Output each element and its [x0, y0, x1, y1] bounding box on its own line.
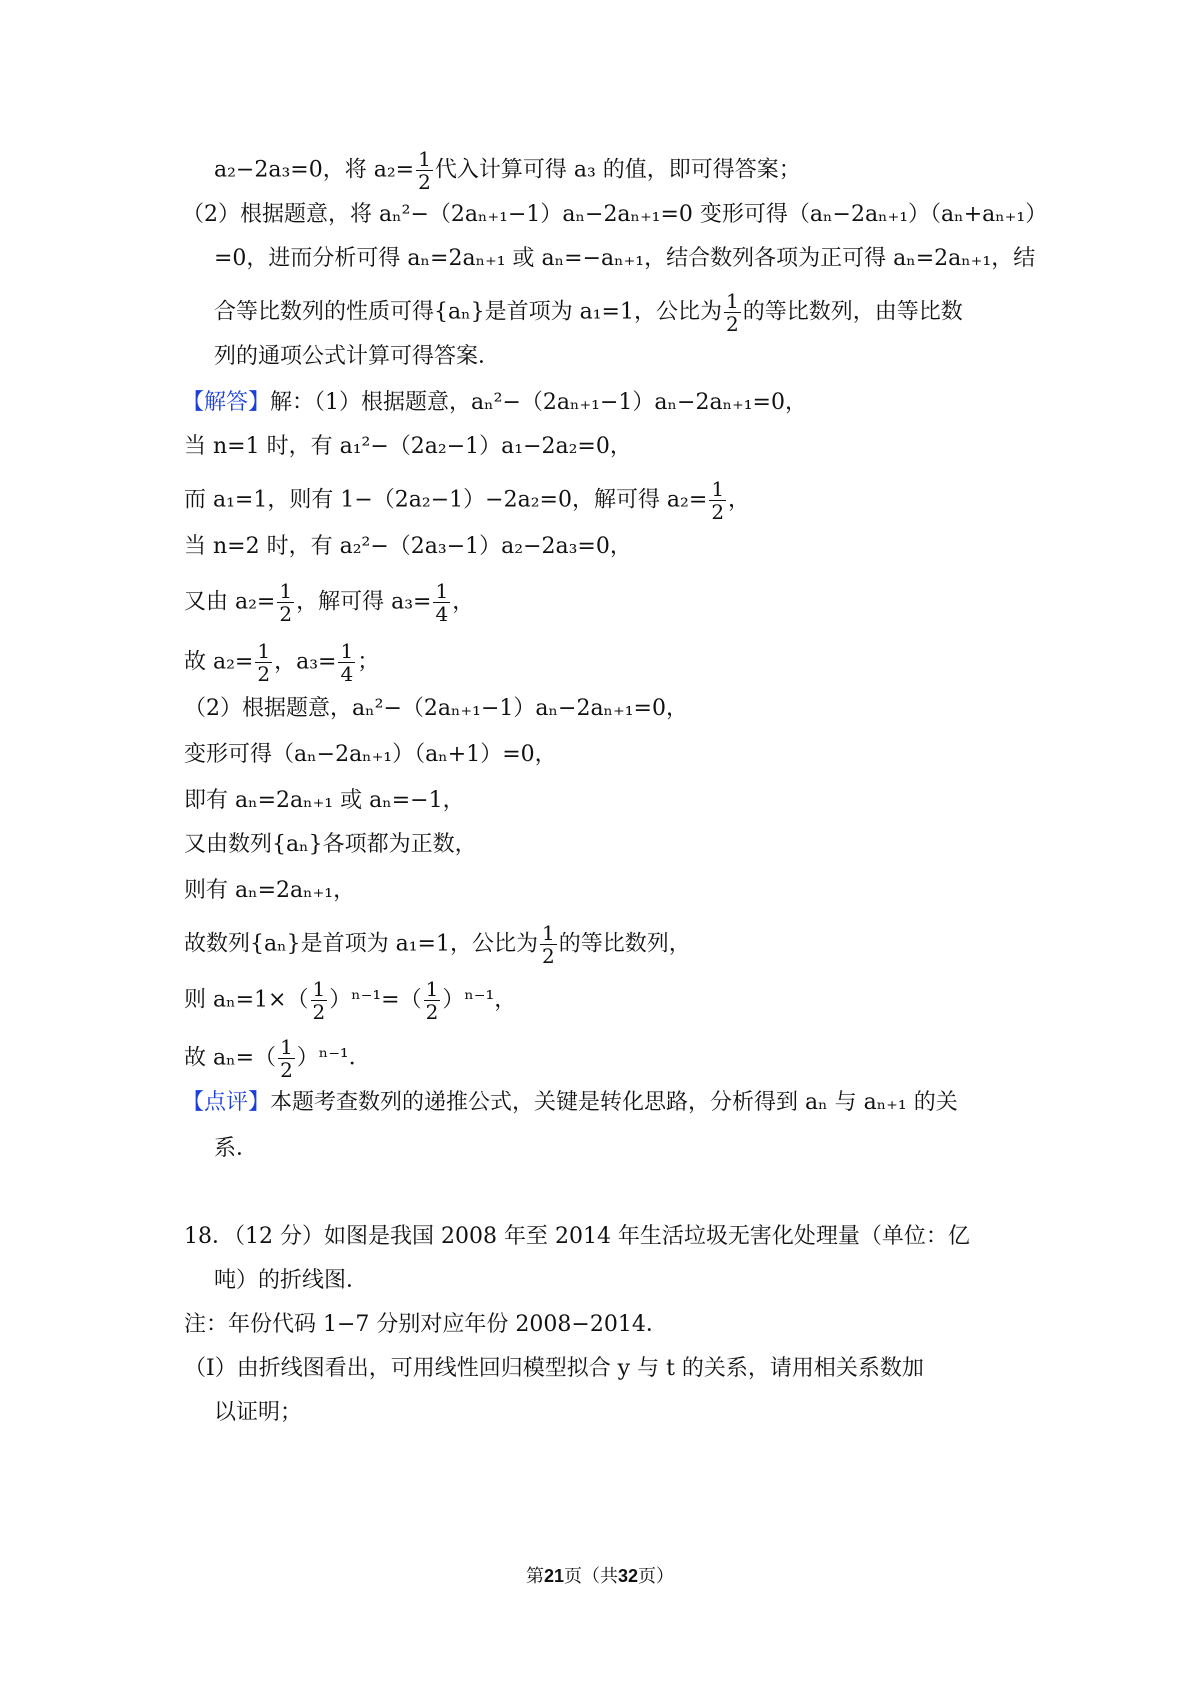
fraction-one-half: $\frac{1}{2}$	[711, 477, 725, 524]
answer-text: 又由 a₂=	[184, 589, 276, 615]
fraction-one-half: $\frac{1}{2}$	[312, 977, 326, 1024]
answer-text: ，解可得 a₃=	[296, 589, 432, 615]
answer-line-3	[184, 478, 750, 523]
answer-line-6	[184, 640, 379, 685]
footer-text: 第	[525, 1566, 544, 1587]
comment-tag: 【点评】	[182, 1090, 271, 1115]
problem-18-line-5: 以证明；	[214, 1400, 303, 1425]
answer-line-8: 变形可得（aₙ−2aₙ₊₁）（aₙ+1）=0，	[184, 742, 557, 767]
problem-18-line-2: 吨）的折线图．	[214, 1268, 369, 1293]
answer-line-10: 又由数列{aₙ}各项都为正数，	[184, 832, 477, 857]
answer-line-12	[184, 922, 691, 967]
fraction-one-quarter: $\frac{1}{4}$	[340, 639, 354, 686]
answer-text: ，	[452, 589, 475, 615]
fraction-one-half: $\frac{1}{2}$	[280, 1035, 293, 1082]
comment-line-1	[182, 1088, 958, 1118]
answer-line-14	[184, 1036, 371, 1081]
fraction-one-half: $\frac{1}{2}$	[279, 579, 293, 626]
hint-text: 的等比数列，由等比数	[742, 299, 963, 325]
problem-18-line-3: 注：年份代码 1−7 分别对应年份 2008−2014．	[184, 1312, 668, 1337]
answer-text: ）ⁿ⁻¹，	[442, 987, 517, 1013]
hint-line-4	[214, 290, 963, 335]
fraction-one-half: $\frac{1}{2}$	[726, 289, 739, 336]
answer-text: 则 aₙ=1×（	[184, 987, 309, 1013]
answer-tag: 【解答】	[182, 390, 271, 415]
fraction-one-half: $\frac{1}{2}$	[542, 921, 555, 968]
hint-line-1	[214, 148, 801, 193]
answer-line-9: 即有 aₙ=2aₙ₊₁ 或 aₙ=−1，	[184, 788, 465, 813]
hint-text: 合等比数列的性质可得{aₙ}是首项为 a₁=1，公比为	[214, 299, 722, 325]
answer-text: 故数列{aₙ}是首项为 a₁=1，公比为	[184, 931, 538, 957]
footer-text: 页）	[638, 1566, 675, 1587]
answer-text: 故 a₂=	[184, 649, 254, 675]
hint-text: 代入计算可得 a₃ 的值，即可得答案；	[434, 157, 801, 183]
problem-18-line-1: 18．（12 分）如图是我国 2008 年至 2014 年生活垃圾无害化处理量（单位：亿	[184, 1224, 970, 1249]
fraction-one-half: $\frac{1}{2}$	[425, 977, 439, 1024]
answer-line-2: 当 n=1 时，有 a₁²−（2a₂−1）a₁−2a₂=0，	[184, 434, 632, 459]
answer-text: ）ⁿ⁻¹．	[296, 1045, 371, 1071]
fraction-one-quarter: $\frac{1}{4}$	[435, 579, 449, 626]
page-total: 32	[618, 1566, 639, 1586]
hint-text: a₂−2a₃=0，将 a₂=	[214, 157, 415, 183]
answer-text: 而 a₁=1，则有 1−（2a₂−1）−2a₂=0，解可得 a₂=	[184, 487, 708, 513]
answer-line-7: （2）根据题意，aₙ²−（2aₙ₊₁−1）aₙ−2aₙ₊₁=0，	[184, 696, 688, 721]
hint-line-3: =0，进而分析可得 aₙ=2aₙ₊₁ 或 aₙ=−aₙ₊₁，结合数列各项为正可得 aₙ=2aₙ₊₁，结	[214, 246, 1036, 271]
comment-text: 本题考查数列的递推公式，关键是转化思路，分析得到 aₙ 与 aₙ₊₁ 的关	[270, 1090, 958, 1115]
answer-text: 故 aₙ=（	[184, 1045, 277, 1071]
answer-text: ；	[357, 649, 380, 675]
page-number: 21	[543, 1566, 564, 1586]
hint-line-2: （2）根据题意，将 aₙ²−（2aₙ₊₁−1）aₙ−2aₙ₊₁=0 变形可得（aₙ−2aₙ₊₁）（aₙ+aₙ₊₁）	[182, 202, 1048, 227]
fraction-one-half: $\frac{1}{2}$	[418, 147, 431, 194]
answer-line-11: 则有 aₙ=2aₙ₊₁，	[184, 878, 356, 903]
problem-18-line-4: （Ⅰ）由折线图看出，可用线性回归模型拟合 y 与 t 的关系，请用相关系数加	[184, 1356, 924, 1381]
answer-text: 的等比数列，	[558, 931, 691, 957]
answer-text: ）ⁿ⁻¹=（	[329, 987, 422, 1013]
answer-text: 解：（1）根据题意，aₙ²−（2aₙ₊₁−1）aₙ−2aₙ₊₁=0，	[270, 390, 807, 415]
answer-text: ，	[728, 487, 751, 513]
answer-line-5	[184, 580, 474, 625]
answer-text: ，a₃=	[274, 649, 337, 675]
footer-text: 页（共	[564, 1566, 618, 1587]
hint-line-5: 列的通项公式计算可得答案．	[214, 344, 501, 369]
answer-line-4: 当 n=2 时，有 a₂²−（2a₃−1）a₂−2a₃=0，	[184, 534, 632, 559]
comment-line-2: 系．	[214, 1136, 259, 1161]
fraction-one-half: $\frac{1}{2}$	[257, 639, 271, 686]
answer-line-1	[182, 388, 807, 418]
page-footer	[0, 1562, 1200, 1588]
answer-line-13	[184, 978, 516, 1023]
